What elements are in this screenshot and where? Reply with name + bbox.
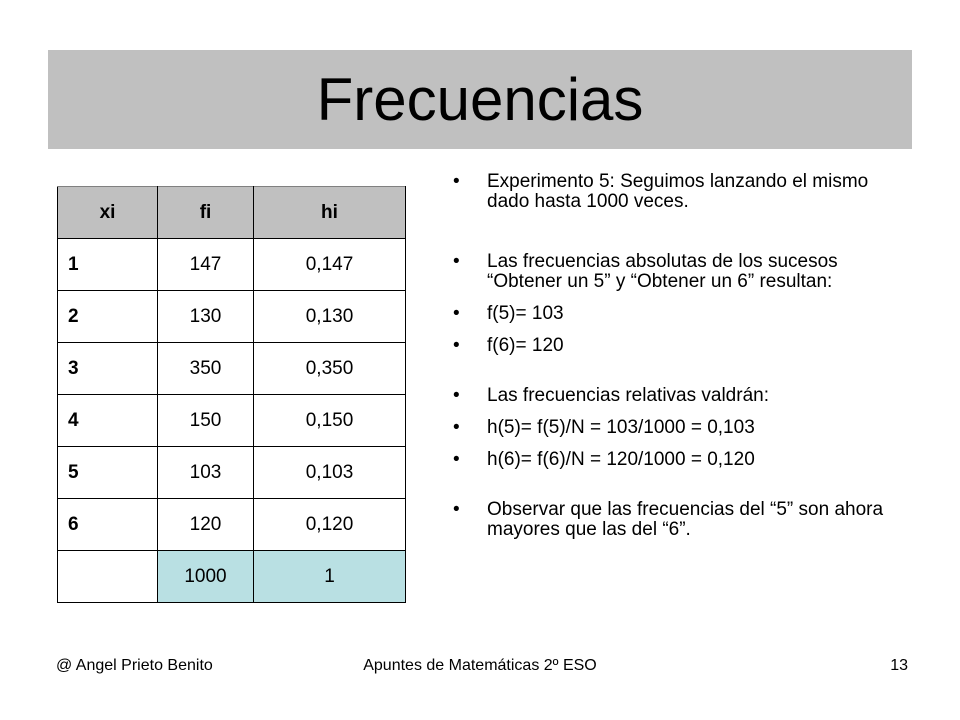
header-hi: hi (254, 187, 406, 239)
cell-hi: 0,150 (254, 395, 406, 447)
bullet-text: Las frecuencias relativas valdrán: (487, 385, 769, 406)
cell-fi: 103 (158, 447, 254, 499)
frequency-table (57, 186, 406, 603)
bullet-dot-icon: • (453, 335, 460, 356)
cell-hi: 0,103 (254, 447, 406, 499)
cell-xi: 1 (58, 239, 158, 291)
table-row (58, 239, 406, 291)
total-cell-hi: 1 (254, 551, 406, 603)
cell-fi: 130 (158, 291, 254, 343)
bullet-item (451, 500, 901, 540)
footer-course: Apuntes de Matemáticas 2º ESO (363, 657, 597, 674)
cell-xi: 4 (58, 395, 158, 447)
cell-fi: 120 (158, 499, 254, 551)
cell-xi: 5 (58, 447, 158, 499)
table-row (58, 447, 406, 499)
bullet-text: Las frecuencias absolutas de los sucesos “Obtener un 5” y “Obtener un 6” resultan: (487, 251, 838, 292)
cell-hi: 0,130 (254, 291, 406, 343)
bullet-item (451, 450, 901, 470)
bullet-item (451, 336, 901, 356)
bullet-dot-icon: • (453, 303, 460, 324)
table-row (58, 343, 406, 395)
cell-xi: 6 (58, 499, 158, 551)
bullet-item (451, 418, 901, 438)
cell-fi: 350 (158, 343, 254, 395)
bullet-dot-icon: • (453, 385, 460, 406)
cell-hi: 0,147 (254, 239, 406, 291)
bullet-dot-icon: • (453, 171, 460, 192)
header-xi: xi (58, 187, 158, 239)
header-fi: fi (158, 187, 254, 239)
bullet-text: f(5)= 103 (487, 303, 564, 324)
bullet-item (451, 386, 901, 406)
cell-hi: 0,120 (254, 499, 406, 551)
cell-xi: 2 (58, 291, 158, 343)
bullet-text: f(6)= 120 (487, 335, 564, 356)
cell-fi: 150 (158, 395, 254, 447)
bullet-text: Experimento 5: Seguimos lanzando el mismo dado hasta 1000 veces. (487, 171, 869, 212)
table-row (58, 291, 406, 343)
table-total-row (58, 551, 406, 603)
title-band (48, 50, 912, 149)
slide-title: Frecuencias (316, 66, 644, 133)
bullet-text: h(5)= f(5)/N = 103/1000 = 0,103 (487, 417, 755, 438)
footer-page-number: 13 (890, 657, 908, 674)
bullet-item (451, 252, 901, 292)
table-row (58, 395, 406, 447)
total-cell-xi (58, 551, 158, 603)
bullet-dot-icon: • (453, 499, 460, 520)
cell-hi: 0,350 (254, 343, 406, 395)
bullet-text: Observar que las frecuencias del “5” son ahora mayores que las del “6”. (487, 499, 884, 540)
cell-xi: 3 (58, 343, 158, 395)
bullet-item (451, 172, 901, 212)
bullet-dot-icon: • (453, 251, 460, 272)
bullet-list (451, 172, 901, 540)
table-header-row (58, 187, 406, 239)
footer-author: @ Angel Prieto Benito (56, 657, 213, 674)
cell-fi: 147 (158, 239, 254, 291)
bullet-text: h(6)= f(6)/N = 120/1000 = 0,120 (487, 449, 755, 470)
bullet-dot-icon: • (453, 449, 460, 470)
bullet-dot-icon: • (453, 417, 460, 438)
total-cell-fi: 1000 (158, 551, 254, 603)
bullet-item (451, 304, 901, 324)
table-row (58, 499, 406, 551)
